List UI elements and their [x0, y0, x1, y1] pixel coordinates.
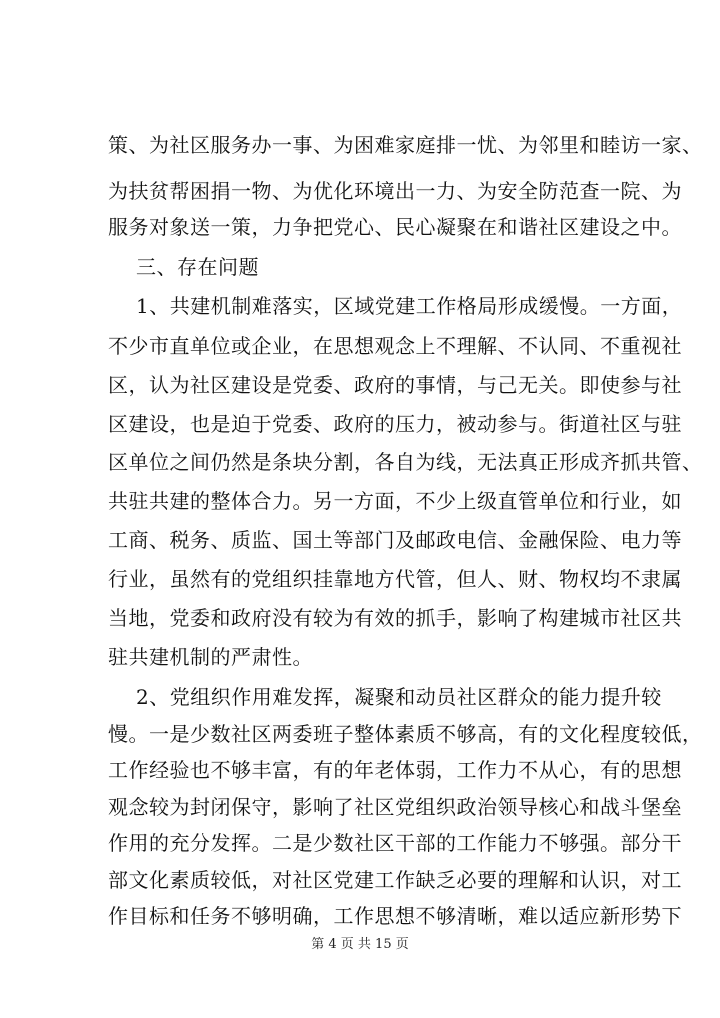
paragraph-line: 区，认为社区建设是党委、政府的事情，与己无关。即使参与社 [108, 373, 682, 397]
paragraph-line: 驻共建机制的严肃性。 [108, 645, 313, 669]
paragraph-line: 为扶贫帮困捐一物、为优化环境出一力、为安全防范查一院、为 [108, 179, 682, 203]
paragraph-line: 工作经验也不够丰富，有的年老体弱，工作力不从心，有的思想 [108, 758, 682, 782]
section-heading: 三、存在问题 [136, 255, 259, 279]
paragraph-line: 作目标和任务不够明确，工作思想不够清晰，难以适应新形势下 [108, 904, 682, 928]
paragraph-line: 部文化素质较低，对社区党建工作缺乏必要的理解和认识，对工 [108, 867, 682, 892]
paragraph-line: 当地，党委和政府没有较为有效的抓手，影响了构建城市社区共 [108, 606, 682, 630]
paragraph-line: 2、党组织作用难发挥，凝聚和动员社区群众的能力提升较 [136, 685, 662, 709]
paragraph-line: 行业，虽然有的党组织挂靠地方代管，但人、财、物权均不隶属 [108, 567, 682, 591]
paragraph-line: 策、为社区服务办一事、为困难家庭排一忧、为邻里和睦访一家、 [108, 133, 703, 157]
paragraph-line: 作用的充分发挥。二是少数社区干部的工作能力不够强。部分干 [108, 831, 682, 855]
paragraph-line: 区单位之间仍然是条块分割，各自为线，无法真正形成齐抓共管、 [108, 450, 703, 474]
paragraph-line: 慢。一是少数社区两委班子整体素质不够高，有的文化程度较低， [108, 721, 703, 746]
paragraph-line: 工商、税务、质监、国土等部门及邮政电信、金融保险、电力等 [108, 528, 682, 552]
paragraph-line: 服务对象送一策，力争把党心、民心凝聚在和谐社区建设之中。 [108, 215, 682, 239]
page-footer: 第 4 页 共 15 页 [311, 937, 409, 952]
paragraph-line: 观念较为封闭保守，影响了社区党组织政治领导核心和战斗堡垒 [108, 794, 682, 819]
paragraph-line: 1、共建机制难落实，区域党建工作格局形成缓慢。一方面， [136, 294, 683, 318]
paragraph-line: 不少市直单位或企业，在思想观念上不理解、不认同、不重视社 [108, 334, 682, 358]
paragraph-line: 共驻共建的整体合力。另一方面，不少上级直管单位和行业，如 [108, 489, 682, 513]
paragraph-line: 区建设，也是迫于党委、政府的压力，被动参与。街道社区与驻 [108, 412, 682, 436]
